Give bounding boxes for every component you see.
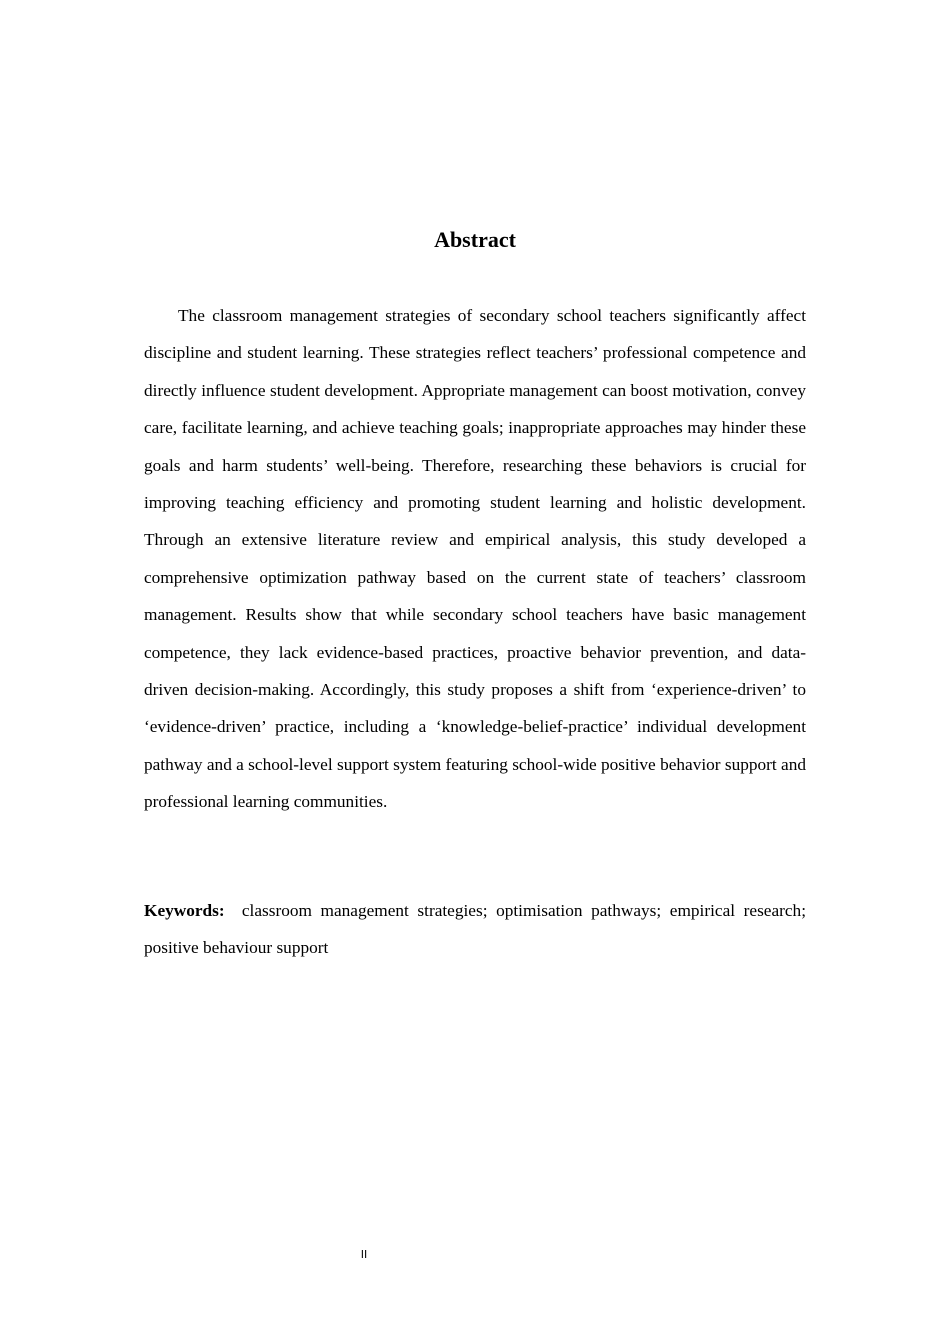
- page-number: II: [360, 1248, 368, 1261]
- keywords-label: Keywords:: [144, 901, 225, 920]
- abstract-paragraph: The classroom management strategies of secondary school teachers significantly affect discipline and student learning. These strategies reflect teachers’ professional competence and directly influence student development. Appropriate management can boost motivation, convey care, facilitate learning, and achieve teaching goals; inappropriate approaches may hinder these goals and harm students’ well-being. Therefore, researching these behaviors is crucial for improving teaching efficiency and promoting student learning and holistic development. Through an extensive literature review and empirical analysis, this study developed a comprehensive optimization pathway based on the current state of teachers’ classroom management. Results show that while secondary school teachers have basic management competence, they lack evidence-based practices, proactive behavior prevention, and data-driven decision-making. Accordingly, this study proposes a shift from ‘experience-driven’ to ‘evidence-driven’ practice, including a ‘knowledge-belief-practice’ individual development pathway and a school-level support system featuring school-wide positive behavior support and professional learning communities.: [144, 306, 806, 812]
- page-title: Abstract: [434, 227, 516, 252]
- keywords-paragraph: [144, 892, 806, 967]
- keywords-text: classroom management strategies; optimisation pathways; empirical research; positive behaviour support: [144, 901, 806, 958]
